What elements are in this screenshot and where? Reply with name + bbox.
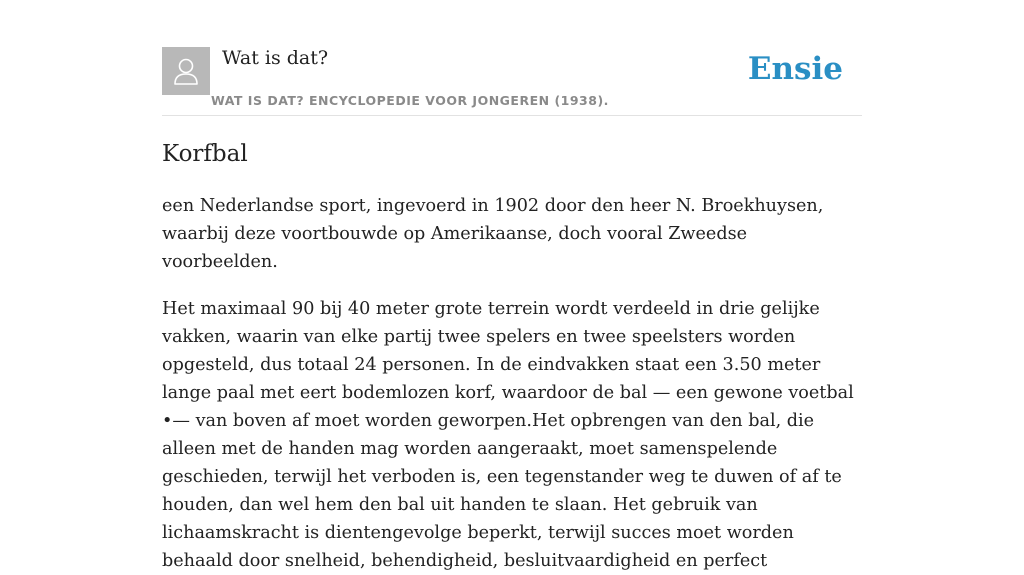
user-silhouette-icon[interactable] <box>162 47 210 95</box>
avatar-figure <box>162 47 210 95</box>
entry-source-header <box>162 46 862 116</box>
source-title[interactable]: Wat is dat? <box>222 47 329 69</box>
source-subtitle[interactable]: WAT IS DAT? ENCYCLOPEDIE VOOR JONGEREN (1938). <box>211 93 609 108</box>
article-paragraph-2: Het maximaal 90 bij 40 meter grote terrein wordt verdeeld in drie gelijke vakken, waarin van elke partij twee spelers en twee speelsters worden opgesteld, dus totaal 24 personen. In de eindvakken staat een 3.50 meter lange paal met eert bodemlozen korf, waardoor de bal — een gewone voetbal •— van boven af moet worden geworpen.Het opbrengen van den bal, die alleen met de handen mag worden aangeraakt, moet samenspelende geschieden, terwijl het verboden is, een tegenstander weg te duwen of af te houden, dan wel hem den bal uit handen te slaan. Het gebruik van lichaamskracht is dientengevolge beperkt, terwijl succes moet worden behaald door snelheid, behendigheid, besluitvaardigheid en perfect <box>162 299 854 571</box>
article-body <box>162 138 864 575</box>
article-title: Korfbal <box>162 141 248 167</box>
ensie-logo[interactable]: Ensie <box>747 51 843 87</box>
article-paragraph-1: een Nederlandse sport, ingevoerd in 1902 door den heer N. Broekhuysen, waarbij deze voortbouwde op Amerikaanse, doch vooral Zweedse voorbeelden. <box>162 196 824 272</box>
